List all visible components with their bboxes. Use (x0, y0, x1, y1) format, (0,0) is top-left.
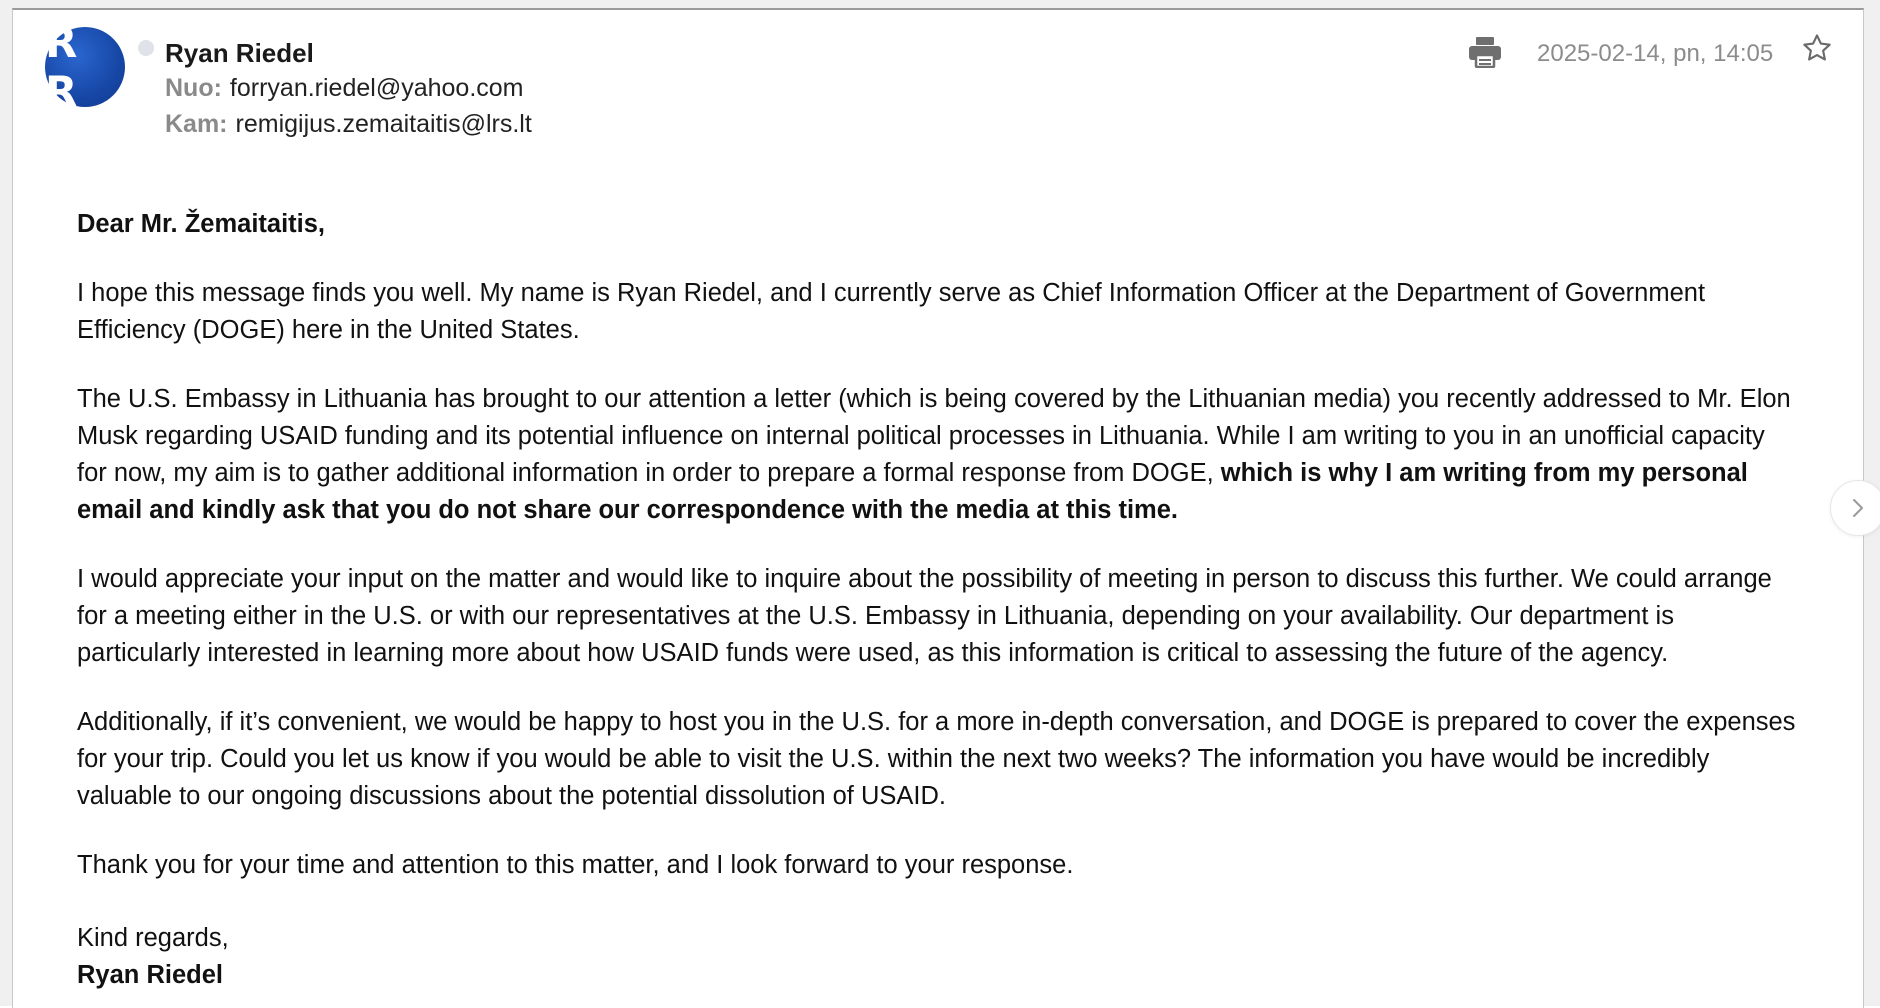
paragraph-intro: I hope this message finds you well. My name is Ryan Riedel, and I currently serve as Chief Information Officer at the Department of Government Efficiency (DOGE) here in the United States. (77, 279, 1706, 344)
to-address[interactable]: remigijus.zemaitaitis@lrs.lt (235, 110, 532, 138)
star-outline-icon (1801, 32, 1833, 64)
from-label: Nuo: (165, 74, 222, 102)
avatar-initials: R R (45, 18, 83, 116)
to-line (165, 110, 532, 139)
paragraph-embassy-bold: which is why I am writing from my personal email and kindly ask that you do not share our correspondence with the media at this time. (77, 459, 1748, 524)
to-label: Kam: (165, 110, 228, 138)
printer-icon (1468, 36, 1502, 68)
signature: Ryan Riedel (77, 961, 223, 989)
star-button[interactable] (1797, 28, 1837, 68)
avatar (45, 18, 125, 116)
email-view (12, 8, 1864, 1008)
closing-block (77, 920, 1797, 994)
paragraph-thanks: Thank you for your time and attention to this matter, and I look forward to your response. (77, 851, 1074, 879)
message-body (77, 206, 1797, 994)
paragraph-meeting: I would appreciate your input on the matter and would like to inquire about the possibility of meeting in person to discuss this further. We could arrange for a meeting either in the U.S. or with our representatives at the U.S. Embassy in Lithuania, depending on your availability. Our department is particularly interested in learning more about how USAID funds were used, as this information is critical to assessing the future of the agency. (77, 565, 1772, 667)
from-line (165, 74, 524, 103)
paragraph-embassy (77, 381, 1797, 529)
print-button[interactable] (1463, 30, 1507, 74)
next-message-button[interactable] (1830, 480, 1880, 536)
from-address[interactable]: forryan.riedel@yahoo.com (229, 74, 524, 102)
paragraph-embassy-text: The U.S. Embassy in Lithuania has brought to our attention a letter (which is being covered by the Lithuanian media) you recently addressed to Mr. Elon Musk regarding USAID funding and its potential influence on internal political processes in Lithuania. While I am writing to you in an unofficial capacity for now, my aim is to gather additional information in order to prepare a formal response from DOGE, (77, 385, 1791, 487)
paragraph-trip: Additionally, if it’s convenient, we would be happy to host you in the U.S. for a more in-depth conversation, and DOGE is prepared to cover the expenses for your trip. Could you let us know if you would be able to visit the U.S. within the next two weeks? The information you have would be incredibly valuable to our ongoing discussions about the potential dissolution of USAID. (77, 708, 1796, 810)
greeting: Dear Mr. Žemaitaitis, (77, 210, 326, 238)
presence-dot (138, 40, 154, 56)
closing-text: Kind regards, (77, 924, 229, 952)
message-date: 2025-02-14, pn, 14:05 (1537, 40, 1774, 67)
chevron-right-icon (1848, 496, 1868, 520)
sender-name[interactable]: Ryan Riedel (165, 38, 314, 68)
